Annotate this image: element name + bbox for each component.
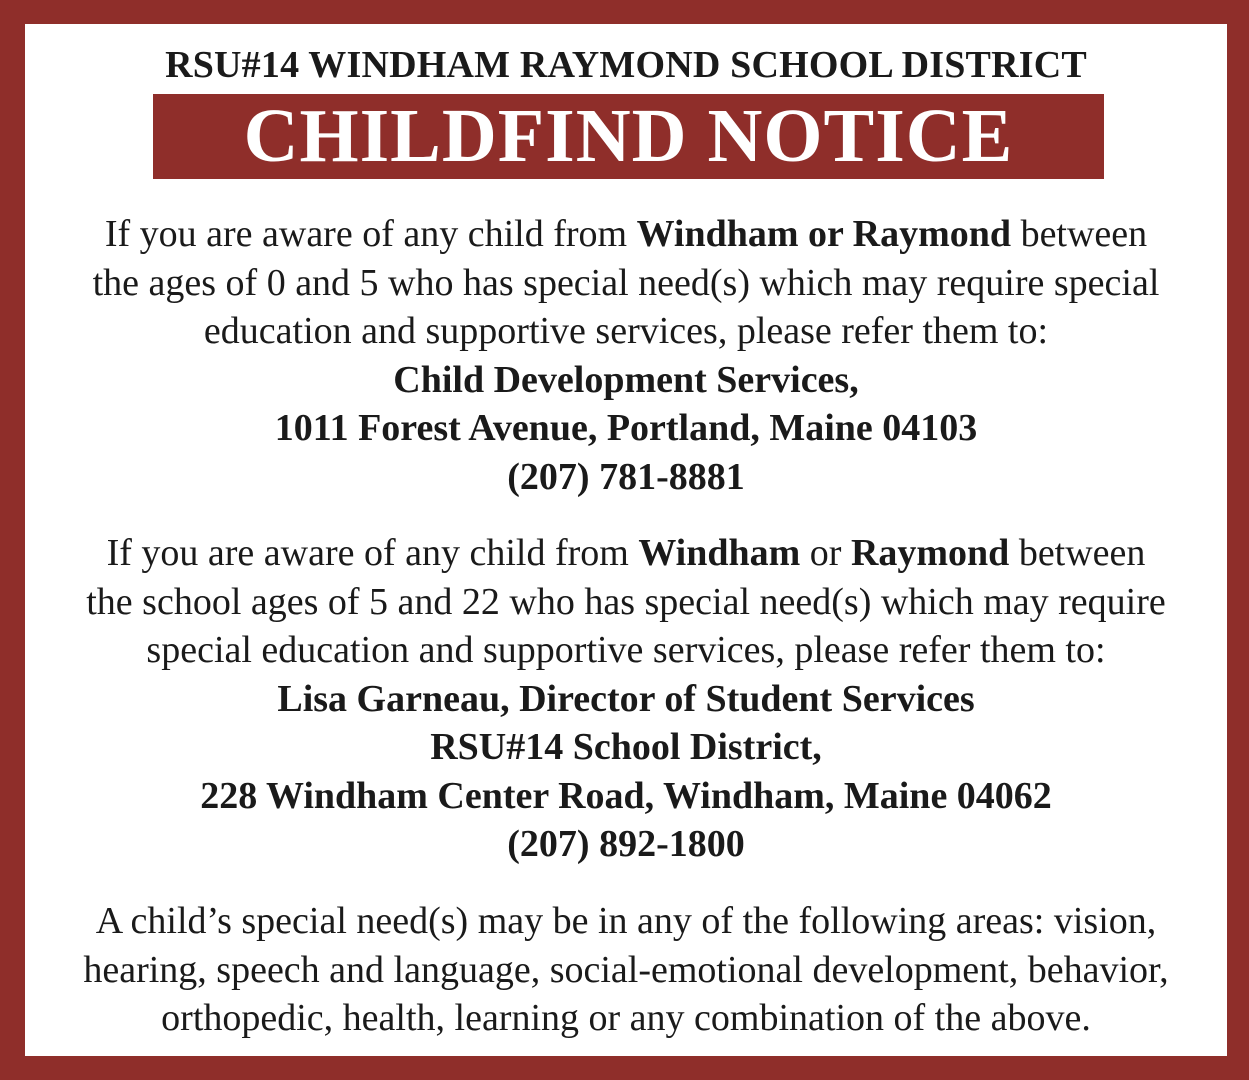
areas-line-3: orthopedic, health, learning or any combination of the above.: [161, 997, 1091, 1039]
school-contact-phone: (207) 892-1800: [507, 823, 745, 865]
district-name: RSU#14 WINDHAM RAYMOND SCHOOL DISTRICT: [165, 44, 1087, 86]
school-contact-name: Lisa Garneau, Director of Student Services: [277, 677, 975, 720]
school-town-windham: Windham: [638, 532, 801, 574]
areas-line-2: hearing, speech and language, social-emotional development, behavior,: [83, 948, 1169, 991]
preschool-intro-line-2: the ages of 0 and 5 who has special need(s) which may require special: [92, 261, 1160, 304]
school-age-section: [25, 529, 1227, 869]
preschool-intro-line-3: education and supportive services, please refer them to:: [203, 310, 1049, 352]
notice-title-banner: [153, 94, 1104, 179]
preschool-towns: Windham or Raymond: [636, 213, 1012, 255]
preschool-contact-phone: (207) 781-8881: [507, 455, 745, 498]
school-intro-pre: If you are aware of any child from: [106, 532, 639, 574]
areas-line-1: A child’s special need(s) may be in any of the following areas: vision,: [95, 900, 1157, 942]
preschool-contact-address: 1011 Forest Avenue, Portland, Maine 04103: [274, 407, 978, 449]
preschool-contact-name: Child Development Services,: [393, 358, 859, 401]
school-contact-address: 228 Windham Center Road, Windham, Maine 04062: [200, 774, 1052, 817]
notice-title: CHILDFIND NOTICE: [243, 94, 1014, 178]
school-town-raymond: Raymond: [850, 532, 1010, 574]
school-intro-line-3: special education and supportive services, please refer them to:: [146, 629, 1106, 671]
preschool-intro-pre: If you are aware of any child from: [104, 213, 637, 255]
preschool-section: [25, 210, 1227, 501]
preschool-intro-post: between: [1011, 213, 1148, 255]
preschool-intro-line-1: [25, 210, 1227, 259]
school-intro-line-2: the school ages of 5 and 22 who has special need(s) which may require: [86, 580, 1166, 623]
school-contact-org: RSU#14 School District,: [430, 726, 822, 768]
school-intro-or: or: [800, 532, 851, 574]
special-needs-areas: [25, 897, 1227, 1043]
school-intro-line-1: [25, 529, 1227, 578]
school-intro-post: between: [1009, 532, 1146, 574]
